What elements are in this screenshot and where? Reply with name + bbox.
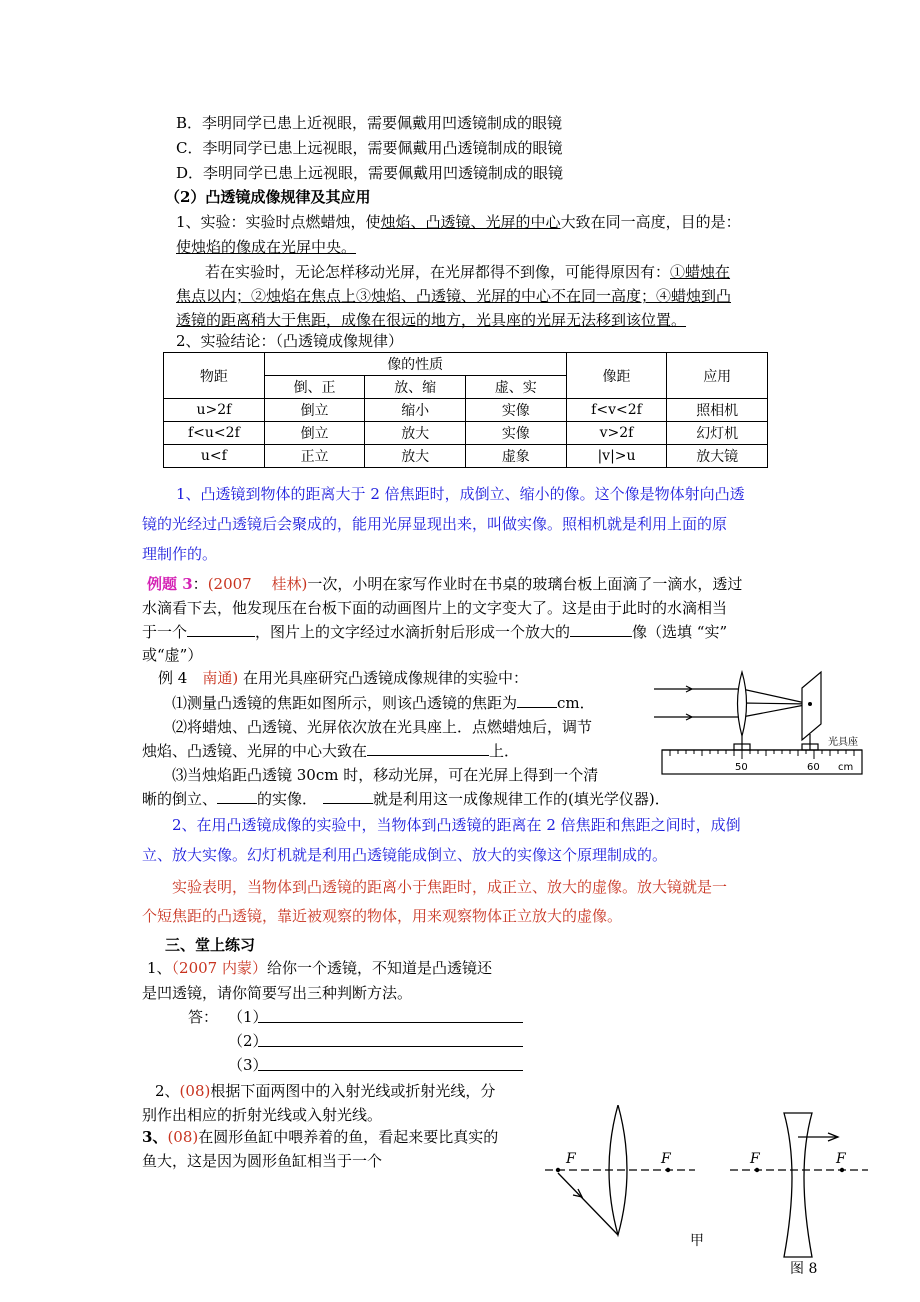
header-size: 放、缩 [365, 376, 466, 399]
experiment-underline: 烛焰、凸透镜、光屏的中心 [380, 213, 561, 231]
header-type: 虚、实 [466, 376, 567, 399]
example4-source: 南通) [202, 669, 239, 687]
answer-line-2[interactable] [258, 1046, 523, 1047]
example3-source: (2007 桂林) [207, 575, 308, 593]
tick-label-50: 50 [735, 762, 748, 773]
answer-blank[interactable] [367, 741, 489, 756]
virtual-image-explanation-2: 个短焦距的凸透镜，靠近被观察的物体，用来观察物体正立放大的虚像。 [142, 907, 623, 925]
optical-bench-figure [650, 664, 865, 784]
example3-line4: 或“虚”） [142, 646, 203, 664]
option-b: B．李明同学已患上近视眼，需要佩戴用凹透镜制成的眼镜 [176, 114, 563, 132]
example4-line1: 例 4 南通) 在用光具座研究凸透镜成像规律的实验中： [158, 669, 528, 687]
example4-q3a: ⑶当烛焰距凸透镜 30cm 时，移动光屏，可在光屏上得到一个清 [172, 766, 599, 784]
imaging-rules-table [163, 352, 768, 468]
failure-reasons-line3: 透镜的距离稍大于焦距，成像在很远的地方，光具座的光屏无法移到该位置。 [176, 311, 687, 329]
failure-reasons-line2: 焦点以内；②烛焰在焦点上③烛焰、凸透镜、光屏的中心不在同一高度；④蜡烛到凸 [176, 287, 732, 305]
practice-q1-source: （2007 内蒙） [171, 959, 267, 977]
answer-item-2: （2） [228, 1032, 268, 1050]
table-row: u>2f 倒立 缩小 实像 f<v<2f 照相机 [164, 399, 768, 422]
answer-line-3[interactable] [258, 1070, 523, 1071]
practice-q1-line2: 是凹透镜，请你简要写出三种判断方法。 [142, 984, 413, 1002]
answer-line-1[interactable] [258, 1022, 523, 1023]
example4-q1: ⑴测量凸透镜的焦距如图所示，则该凸透镜的焦距为 cm． [172, 694, 595, 712]
table-row: f<u<2f 倒立 放大 实像 v>2f 幻灯机 [164, 422, 768, 445]
answer-blank[interactable] [323, 789, 373, 804]
bench-label: 光具座 [828, 737, 858, 748]
table-row: u<f 正立 放大 虚象 |v|>u 放大镜 [164, 445, 768, 468]
experiment-line: 1、实验：实验时点燃蜡烛，使烛焰、凸透镜、光屏的中心大致在同一高度，目的是： [176, 213, 741, 231]
practice-q1-line1: 1、（2007 内蒙）给你一个透镜，不知道是凸透镜还 [147, 959, 493, 977]
practice-q3-line2: 鱼大，这是因为圆形鱼缸相当于一个 [142, 1152, 383, 1170]
answer-item-3: （3） [228, 1056, 268, 1074]
lens-ray-figure [540, 1105, 870, 1285]
figure-caption: 图 8 [790, 1261, 818, 1277]
answer-blank[interactable] [570, 622, 632, 637]
example3-label: 例题 3 [147, 575, 193, 593]
answer-item-1: （1） [228, 1008, 268, 1026]
header-orientation: 倒、正 [264, 376, 365, 399]
real-image-explanation-2: 镜的光经过凸透镜后会聚成的，能用光屏显现出来，叫做实像。照相机就是利用上面的原 [142, 515, 728, 533]
example4-q3b: 晰的倒立、 的实像． 就是利用这一成像规律工作的(填光学仪器)． [142, 790, 670, 808]
example3-line3: 于一个 ，图片上的文字经过水滴折射后形成一个放大的 像（选填 “实” [142, 623, 728, 641]
option-c: C．李明同学已患上远视眼，需要佩戴用凸透镜制成的眼镜 [176, 139, 563, 157]
practice-heading: 三、堂上练习 [165, 936, 256, 954]
focal-point-label: F [836, 1151, 846, 1167]
practice-q2-source: (08) [179, 1082, 211, 1100]
example4-label: 例 4 [158, 669, 203, 687]
header-object-distance: 物距 [164, 353, 265, 399]
virtual-image-explanation-1: 实验表明，当物体到凸透镜的距离小于焦距时，成正立、放大的虚像。放大镜就是一 [172, 878, 728, 896]
section-heading: （2）凸透镜成像规律及其应用 [165, 188, 371, 206]
focal-point-label: F [661, 1151, 671, 1167]
focal-point-label: F [566, 1151, 576, 1167]
example3-line1: 例题 3：(2007 桂林)一次，小明在家写作业时在书桌的玻璃台板上面滴了一滴水，透过 [147, 575, 743, 593]
conclusion-heading: 2、实验结论：（凸透镜成像规律） [176, 332, 404, 350]
header-application: 应用 [667, 353, 768, 399]
example4-q2a: ⑵将蜡烛、凸透镜、光屏依次放在光具座上．点燃蜡烛后，调节 [172, 718, 593, 736]
header-image-nature: 像的性质 [264, 353, 566, 376]
figure-jia-label: 甲 [690, 1233, 704, 1249]
practice-q2-line1: 2、(08)根据下面两图中的入射光线或折射光线，分 [155, 1082, 496, 1100]
option-d: D．李明同学已患上远视眼，需要佩戴用凹透镜制成的眼镜 [176, 164, 564, 182]
projector-explanation-1: 2、在用凸透镜成像的实验中，当物体到凸透镜的距离在 2 倍焦距和焦距之间时，成倒 [172, 816, 741, 834]
practice-q3-line1: 3、(08)在圆形鱼缸中喂养着的鱼，看起来要比真实的 [142, 1128, 499, 1146]
answer-blank[interactable] [217, 789, 257, 804]
practice-q3-source: (08) [167, 1128, 199, 1146]
example4-q2b: 烛焰、凸透镜、光屏的中心大致在 上． [142, 742, 520, 760]
failure-reasons-line1: 若在实验时，无论怎样移动光屏，在光屏都得不到像，可能得原因有：①蜡烛在 [205, 263, 731, 281]
unit-label: cm [838, 762, 854, 773]
experiment-purpose: 使烛焰的像成在光屏中央。 [176, 238, 357, 256]
answer-blank[interactable] [517, 693, 557, 708]
real-image-explanation-3: 理制作的。 [142, 545, 218, 563]
answer-blank[interactable] [187, 622, 255, 637]
projector-explanation-2: 立、放大实像。幻灯机就是利用凸透镜能成倒立、放大的实像这个原理制成的。 [142, 846, 668, 864]
example3-line2: 水滴看下去，他发现压在台板下面的动画图片上的文字变大了。这是由于此时的水滴相当 [142, 599, 728, 617]
real-image-explanation-1: 1、凸透镜到物体的距离大于 2 倍焦距时，成倒立、缩小的像。这个像是物体射向凸透 [176, 485, 745, 503]
tick-label-60: 60 [807, 762, 820, 773]
header-image-distance: 像距 [566, 353, 667, 399]
practice-q2-line2: 别作出相应的折射光线或入射光线。 [142, 1106, 383, 1124]
focal-point-label: F [750, 1151, 760, 1167]
answer-label: 答： [188, 1008, 219, 1026]
